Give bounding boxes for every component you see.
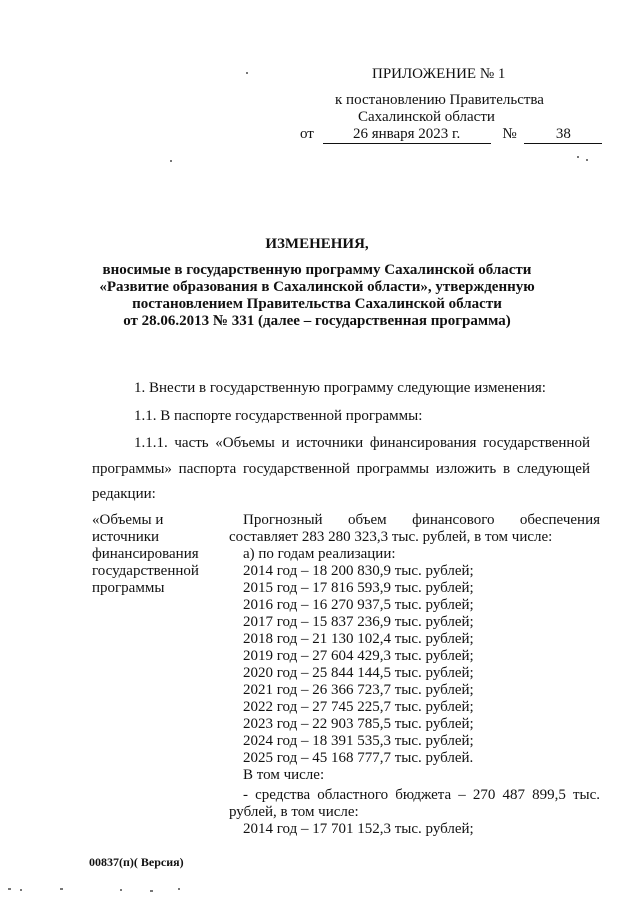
including-label: В том числе: [243,767,325,783]
year-row: 2014 год – 18 200 830,9 тыс. рублей; [243,563,474,579]
item-1: 1. Внести в государственную программу следующие изменения: [134,380,546,396]
decree-date: 26 января 2023 г. [323,126,491,144]
financing-intro-line-1: Прогнозный объем финансового обеспечения [243,512,600,528]
scan-speck [120,889,122,891]
scan-speck [60,888,63,890]
financing-label-line-3: финансирования [92,546,199,562]
scan-speck [150,890,153,892]
document-code: 00837(п)( Версия) [89,855,184,869]
scan-speck [577,156,579,158]
region-name: Сахалинской области [358,109,495,125]
title-line-1: вносимые в государственную программу Сахалинской области [102,262,532,278]
financing-intro-line-2: составляет 283 280 323,3 тыс. рублей, в том числе: [229,529,553,545]
financing-label-line-2: источники [92,529,160,545]
year-row: 2019 год – 27 604 429,3 тыс. рублей; [243,648,474,664]
scan-speck [20,889,22,891]
year-row: 2022 год – 27 745 225,7 тыс. рублей; [243,699,474,715]
scan-speck [246,72,248,74]
year-row: 2023 год – 22 903 785,5 тыс. рублей; [243,716,474,732]
item-1-1-1-line-3: редакции: [92,486,156,502]
item-1-1-1-line-2: программы» паспорта государственной программы изложить в следующей [92,461,590,477]
title-line-4: от 28.06.2013 № 331 (далее – государственная программа) [123,313,511,329]
item-1-1: 1.1. В паспорте государственной программы: [134,408,423,424]
financing-label-line-1: «Объемы и [92,512,164,528]
date-line [300,126,602,144]
year-row: 2025 год – 45 168 777,7 тыс. рублей. [243,750,474,766]
year-row: 2017 год – 15 837 236,9 тыс. рублей; [243,614,474,630]
financing-label-line-5: программы [92,580,165,596]
scan-speck [178,888,180,890]
year-row: 2024 год – 18 391 535,3 тыс. рублей; [243,733,474,749]
year-row: 2016 год – 16 270 937,5 тыс. рублей; [243,597,474,613]
from-label: от [300,126,314,142]
regional-budget-line-1: - средства областного бюджета – 270 487 899,5 тыс. [243,787,600,803]
item-1-1-1-line-1: 1.1.1. часть «Объемы и источники финансирования государственной [134,435,590,451]
scan-speck [8,888,11,890]
regional-year-row: 2014 год – 17 701 152,3 тыс. рублей; [243,821,474,837]
document-heading: ИЗМЕНЕНИЯ, [265,236,369,252]
title-line-2: «Развитие образования в Сахалинской области», утвержденную [99,279,535,295]
year-row: 2015 год – 17 816 593,9 тыс. рублей; [243,580,474,596]
title-line-3: постановлением Правительства Сахалинской области [132,296,502,312]
year-row: 2020 год – 25 844 144,5 тыс. рублей; [243,665,474,681]
appendix-label: ПРИЛОЖЕНИЕ № 1 [372,66,506,82]
scan-speck [586,159,588,161]
year-row: 2021 год – 26 366 723,7 тыс. рублей; [243,682,474,698]
financing-label-line-4: государственной [92,563,199,579]
regional-budget-line-2: рублей, в том числе: [229,804,359,820]
decree-reference: к постановлению Правительства [335,92,544,108]
by-years-label: а) по годам реализации: [243,546,396,562]
year-row: 2018 год – 21 130 102,4 тыс. рублей; [243,631,474,647]
number-label: № [502,126,517,142]
decree-number: 38 [524,126,602,144]
scan-speck [170,160,172,162]
